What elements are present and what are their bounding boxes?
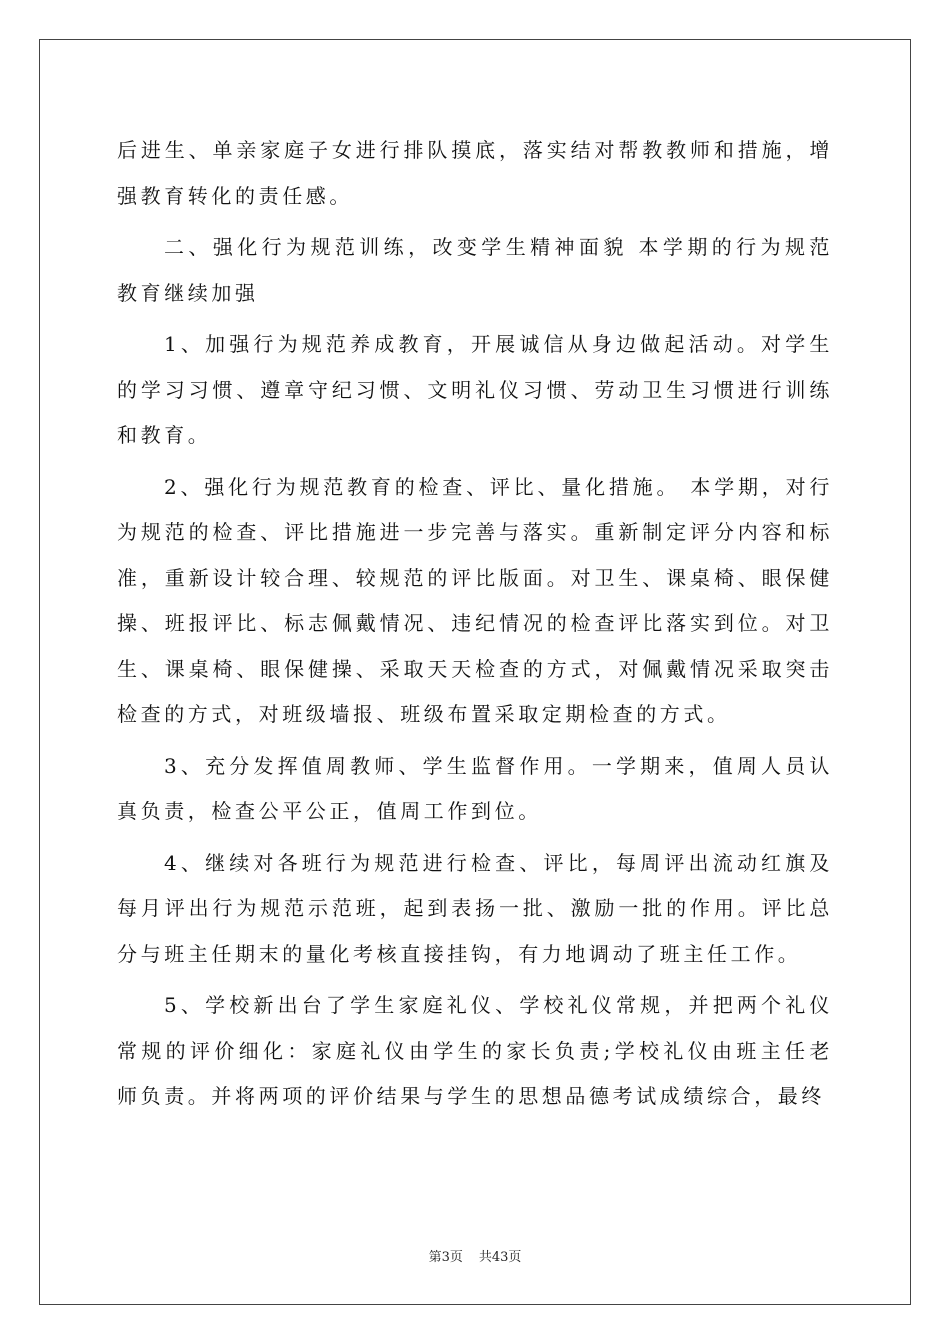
document-body [117, 128, 833, 1126]
total-page-count: 共43页 [478, 1250, 522, 1265]
paragraph-2: 二、强化行为规范训练，改变学生精神面貌 本学期的行为规范教育继续加强 [117, 235, 833, 305]
paragraph-4: 2、强化行为规范教育的检查、评比、量化措施。 本学期，对行为规范的检查、评比措施进一步完善与落实。重新制定评分内容和标准，重新设计较合理、较规范的评比版面。对卫生、课桌椅、眼保健操、班报评比、标志佩戴情况、违纪情况的检查评比落实到位。对卫生、课桌椅、眼保健操、采取天天检查的方式，对佩戴情况采取突击检查的方式，对班级墙报、班级布置采取定期检查的方式。 [117, 474, 833, 726]
paragraph-3: 1、加强行为规范养成教育，开展诚信从身边做起活动。对学生的学习习惯、遵章守纪习惯、文明礼仪习惯、劳动卫生习惯进行训练和教育。 [117, 332, 833, 447]
current-page-number: 第3页 [428, 1250, 463, 1265]
paragraph-7: 5、学校新出台了学生家庭礼仪、学校礼仪常规，并把两个礼仪常规的评价细化：家庭礼仪由学生的家长负责;学校礼仪由班主任老师负责。并将两项的评价结果与学生的思想品德考试成绩综合，最终 [117, 993, 833, 1108]
paragraph-5: 3、充分发挥值周教师、学生监督作用。一学期来，值周人员认真负责，检查公平公正，值周工作到位。 [117, 753, 833, 823]
paragraph-6: 4、继续对各班行为规范进行检查、评比，每周评出流动红旗及每月评出行为规范示范班，起到表扬一批、激励一批的作用。评比总分与班主任期末的量化考核直接挂钩，有力地调动了班主任工作。 [117, 850, 833, 966]
page-footer [0, 1246, 950, 1265]
paragraph-1: 后进生、单亲家庭子女进行排队摸底，落实结对帮教教师和措施，增强教育转化的责任感。 [117, 138, 833, 208]
